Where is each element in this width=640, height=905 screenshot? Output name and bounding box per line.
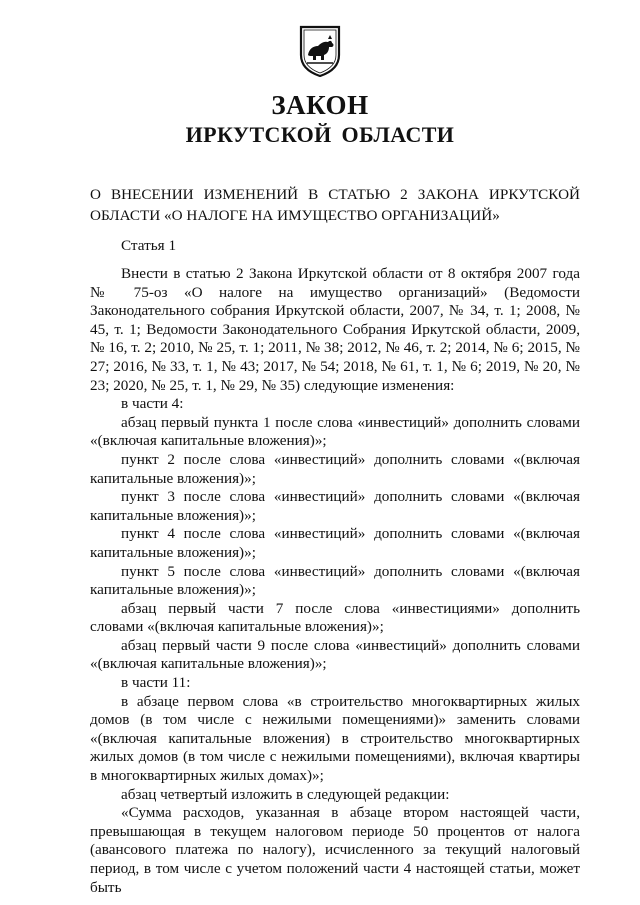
- paragraph: абзац первый части 9 после слова «инвестиций» дополнить словами «(включая капитальные вложения)»;: [90, 636, 580, 673]
- paragraph: в абзаце первом слова «в строительство многоквартирных жилых домов (в том числе с нежилыми помещениями)» заменить словами «(включая капитальные вложения) в строительство многоквартирных жилых домов (в том числе с нежилыми помещениями), включая квартиры в многоквартирных жилых домах)»;: [90, 692, 580, 785]
- article-label: Статья 1: [121, 237, 177, 254]
- paragraph: пункт 5 после слова «инвестиций» дополнить словами «(включая капитальные вложения)»;: [90, 562, 580, 599]
- paragraph: в части 11:: [121, 674, 191, 692]
- paragraph: абзац первый пункта 1 после слова «инвестиций» дополнить словами «(включая капитальные вложения)»;: [90, 413, 580, 450]
- law-title: ЗАКОН: [271, 90, 369, 120]
- law-heading: О ВНЕСЕНИИ ИЗМЕНЕНИЙ В СТАТЬЮ 2 ЗАКОНА ИРКУТСКОЙ ОБЛАСТИ «О НАЛОГЕ НА ИМУЩЕСТВО ОРГАНИЗАЦИЙ»: [90, 186, 580, 224]
- paragraph: пункт 2 после слова «инвестиций» дополнить словами «(включая капитальные вложения)»;: [90, 450, 580, 487]
- paragraph: «Сумма расходов, указанная в абзаце втором настоящей части, превышающая в текущем налоговом периоде 50 процентов от налога (авансового платежа по налогу), исчисленного за текущий налоговый период, в том числе с учетом положений части 4 настоящей статьи, может быть: [90, 804, 580, 896]
- paragraph: абзац четвертый изложить в следующей редакции:: [121, 785, 450, 803]
- region-title: ИРКУТСКОЙ ОБЛАСТИ: [185, 122, 455, 147]
- coat-of-arms-icon: [299, 25, 341, 77]
- paragraph: пункт 3 после слова «инвестиций» дополнить словами «(включая капитальные вложения)»;: [90, 488, 580, 524]
- document-body: [90, 265, 580, 897]
- paragraph: абзац первый части 7 после слова «инвестициями» дополнить словами «(включая капитальные вложения)»;: [90, 599, 580, 636]
- paragraph: пункт 4 после слова «инвестиций» дополнить словами «(включая капитальные вложения)»;: [90, 525, 580, 561]
- paragraph: в части 4:: [121, 395, 184, 413]
- paragraph: Внести в статью 2 Закона Иркутской области от 8 октября 2007 года № 75-оз «О налоге на имущество организаций» (Ведомости Законодательного собрания Иркутской области, 2007, № 34, т. 1; 2008, № 45, т. 1; Ведомости Законодательного Собрания Иркутской области, 2009, № 16, т. 2; 2010, № 25, т. 1; 2011, № 38; 2012, № 46, т. 2; 2014, № 6; 2015, № 27; 2016, № 33, т. 1, № 43; 2017, № 54; 2018, № 61, т. 1, № 6; 2019, № 20, № 23; 2020, № 25, т. 1, № 29, № 35) следующие изменения:: [90, 265, 580, 394]
